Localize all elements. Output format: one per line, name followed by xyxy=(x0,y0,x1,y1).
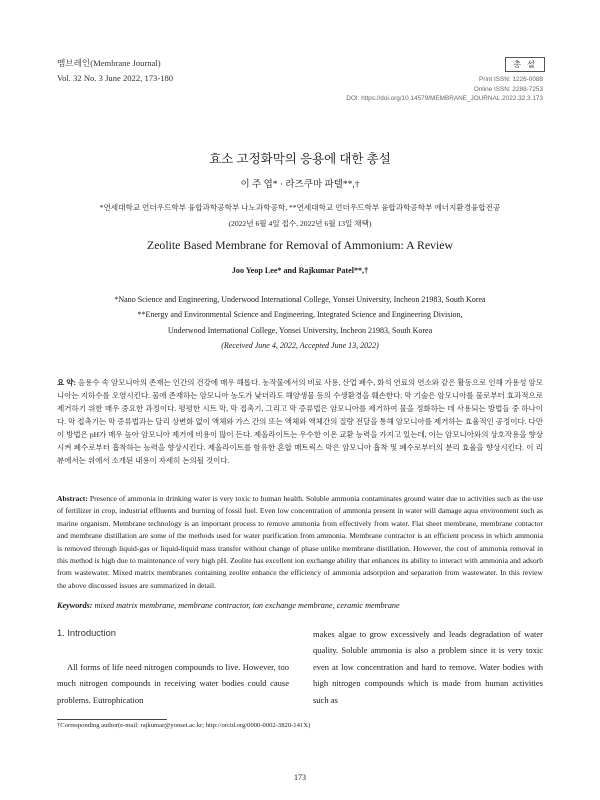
print-issn: Print ISSN: 1226-0088 xyxy=(479,76,543,83)
abstract-english-label: Abstract: xyxy=(57,494,88,503)
page-number: 173 xyxy=(294,773,306,782)
section-heading-introduction: 1. Introduction xyxy=(57,628,116,638)
corresponding-author-footnote: †Corresponding author(e-mail: rajkumar@yonsei.ac.kr; http://orcid.org/0000-0002-3820-141X) xyxy=(57,722,311,729)
affiliation-line-2: **Energy and Environmental Science and Engineering, Integrated Science and Engineering Division, xyxy=(137,310,463,320)
footnote-divider xyxy=(57,719,167,720)
journal-info xyxy=(57,56,173,85)
affiliation-english xyxy=(40,292,560,353)
affiliation-line-1: *Nano Science and Engineering, Underwood International College, Yonsei University, Incheon 21983, South Korea xyxy=(114,295,486,304)
authors-korean: 이 주 엽* · 라즈쿠마 파텔**,† xyxy=(240,180,360,190)
title-korean: 효소 고정화막의 응용에 대한 총설 xyxy=(209,152,391,166)
affiliation-korean-text: *연세대학교 언더우드학부 융합과학공학부 나노과학공학, **연세대학교 언더우드학부 융합과학공학부 에너지환경융합전공 xyxy=(99,203,501,212)
title-english: Zeolite Based Membrane for Removal of Ammonium: A Review xyxy=(146,238,453,252)
abstract-english xyxy=(57,493,543,592)
issn-block xyxy=(346,75,543,104)
journal-name: 멤브레인(Membrane Journal) xyxy=(57,58,161,68)
abstract-korean xyxy=(57,376,543,467)
received-korean: (2022년 6월 4일 접수, 2022년 6월 13일 채택) xyxy=(228,218,372,228)
authors-english: Joo Yeop Lee* and Rajkumar Patel**,† xyxy=(231,266,369,275)
affiliation-korean xyxy=(40,200,560,231)
keywords-text: mixed matrix membrane, membrane contractor, ion exchange membrane, ceramic membrane xyxy=(94,601,400,610)
abstract-english-text: Presence of ammonia in drinking water is very toxic to human health. Soluble ammonia contaminates ground water due to activities such as the use of fertilizer in crop, industrial effluents and burning of fossil fuel. Even low concentration of ammonia present in water will damage aqua environment such as marine organism. Membrane technology is an important process to remove ammonia from effectively from water. Flat sheet membrane, membrane contactor and membrane distillation are some of the methods used for water purification from ammonia. Membrane contractor is an efficient process in which ammonia is removed through liquid-gas or liquid-liquid mass transfer without change of phase unlike membrane distillation. However, the cost of ammonia removal in this method is high due to maintenance of very high pH. Zeolite has excellent ion exchange ability that enhances its ability to interact with ammonia and adsorb from wastewater. Mixed matrix membranes containing zeolite enhance the efficiency of ammonia adsorption and separation from wastewater. In this review the above discussed issues are summarized in detail. xyxy=(57,494,543,590)
keywords-label: Keywords: xyxy=(57,601,93,610)
category-badge: 총 설 xyxy=(505,57,545,72)
intro-right-column: makes algae to grow excessively and leads degradation of water quality. Soluble ammonia is also a problem since it is very toxic even at low concentration and hard to remove. Water bodies with high nitrogen compounds which is made from human activities such as xyxy=(313,629,543,705)
received-english: (Received June 4, 2022, Accepted June 13, 2022) xyxy=(221,340,379,350)
abstract-korean-label: 요 약: xyxy=(57,378,76,387)
volume-line: Vol. 32 No. 3 June 2022, 173-180 xyxy=(57,72,174,83)
online-issn: Online ISSN: 2288-7253 xyxy=(473,85,543,93)
affiliation-line-3: Underwood International College, Yonsei University, Incheon 21983, South Korea xyxy=(167,325,433,335)
doi-link[interactable]: DOI: https://doi.org/10.14579/MEMBRANE_JOURNAL.2022.32.3.173 xyxy=(346,95,543,103)
abstract-korean-text: 음용수 속 암모니아의 존재는 인간의 건강에 매우 해롭다. 농작물에서의 비료 사용, 산업 폐수, 화석 연료의 연소와 같은 활동으로 인해 가용성 암모니아는 지하수를 오염시킨다. 물에 존재하는 암모니아 농도가 낮더라도 해양생물 등의 수생환경을 훼손한다. 막 기술은 암모니아를 물로부터 효과적으로 제거하기 위한 매우 중요한 과정이다. 평평한 시트 막, 막 접촉기, 그리고 막 증류법은 암모니아를 제거하여 물을 정화하는 데 사용되는 방법들 중 하나이다. 막 접촉기는 막 증류법과는 달리 상변화 없이 액체와 가스 간의 또는 액체와 액체간의 질량 전달을 통해 암모니아를 제거하는 효율적인 공정이다. 다만 이 방법은 pH가 매우 높아 암모니아 제거에 비용이 많이 든다. 제올라이트는 우수한 이온 교환 능력을 가지고 있는데, 이는 암모니아와의 상호작용을 향상시켜 폐수로부터 흡착하는 능력을 향상시킨다. 제올라이트를 함유한 혼합 매트릭스 막은 암모니아 흡착 및 폐수로부터의 분리 효율을 향상시킨다. 이 리뷰에서는 위에서 소개된 내용이 자세히 논의될 것이다. xyxy=(57,378,543,465)
intro-left-column: All forms of life need nitrogen compounds to live. However, too much nitrogen compounds in receiving water bodies could cause problems. Eutrophication xyxy=(57,662,289,705)
keywords xyxy=(57,601,543,610)
